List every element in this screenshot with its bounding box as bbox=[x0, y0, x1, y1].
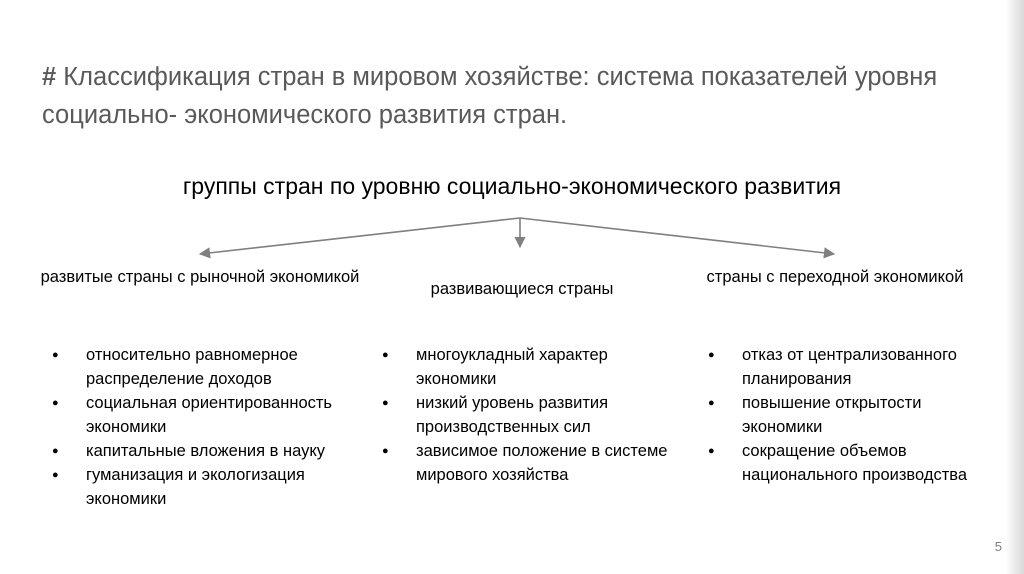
arrow-right bbox=[520, 218, 834, 254]
list-item: ● социальная ориентированность экономики bbox=[40, 391, 350, 439]
heading-transition-countries: страны с переходной экономикой bbox=[706, 268, 964, 286]
list-item: ● капитальные вложения в науку bbox=[40, 439, 350, 463]
list-transition-countries bbox=[696, 343, 976, 487]
list-item: ● относительно равномерное распределение доходов bbox=[40, 343, 350, 391]
page-number: 5 bbox=[994, 539, 1002, 554]
list-item: ● многоукладный характер экономики bbox=[370, 343, 670, 391]
list-item: ● повышение открытости экономики bbox=[696, 391, 976, 439]
list-item: ● зависимое положение в системе мирового хозяйства bbox=[370, 439, 670, 487]
heading-developing-countries: развивающиеся страны bbox=[430, 280, 614, 298]
list-item: ● отказ от централизованного планирования bbox=[696, 343, 976, 391]
list-item: ● сокращение объемов национального производства bbox=[696, 439, 976, 487]
title-text: Классификация стран в мировом хозяйстве: система показателей уровня социально- экономического развития стран. bbox=[42, 63, 938, 129]
heading-developed-countries: развитые страны с рыночной экономикой bbox=[40, 268, 360, 286]
title-hash: # bbox=[42, 63, 57, 91]
arrow-left bbox=[200, 218, 520, 254]
list-developed-countries bbox=[40, 343, 350, 511]
list-developing-countries bbox=[370, 343, 670, 487]
list-item: ● низкий уровень развития производственных сил bbox=[370, 391, 670, 439]
list-item: ● гуманизация и экологизация экономики bbox=[40, 463, 350, 511]
diagram-root-label: группы стран по уровню социально-экономического развития bbox=[182, 173, 842, 199]
